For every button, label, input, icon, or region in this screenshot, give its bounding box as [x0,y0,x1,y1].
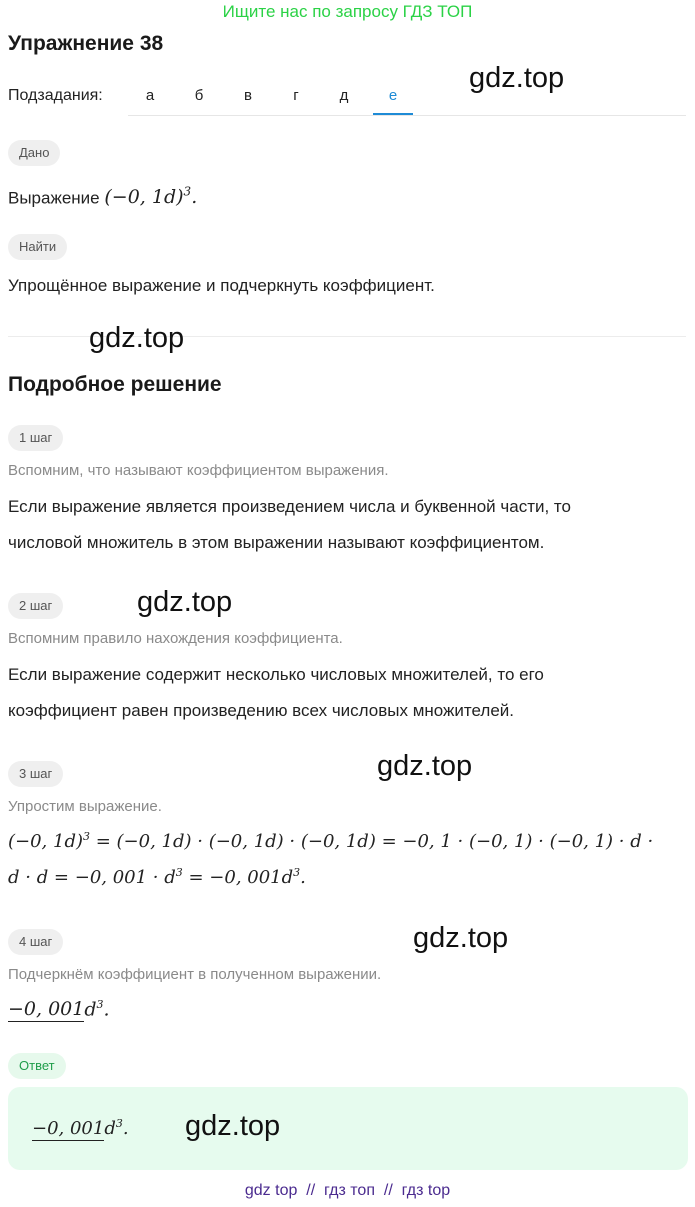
step-3-m2-exp2: 3 [293,866,301,879]
tab-d[interactable]: д [339,87,349,104]
step-1-line-2: числовой множитель в этом выражении называют коэффициентом. [8,533,545,552]
watermark: gdz.top [185,1110,281,1142]
answer-result [32,1117,129,1139]
find-badge: Найти [8,234,67,260]
watermark: gdz.top [413,922,509,954]
step-4-badge: 4 шаг [8,929,63,955]
step-3-hint: Упростим выражение. [8,798,162,815]
step-3-m1-rest: = (−0, 1d) · (−0, 1d) · (−0, 1d) = −0, 1 · (−0, 1) · (−0, 1) · d · [90,831,654,852]
step-4-hint: Подчеркнём коэффициент в полученном выражении. [8,966,382,983]
step-3-m2-a: d · d = −0, 001 · d [8,867,176,888]
answer-coefficient-underlined: −0, 001 [32,1118,105,1139]
watermark: gdz.top [137,586,233,618]
watermark: gdz.top [89,322,185,354]
answer-variable: d [104,1118,116,1139]
tab-e-active[interactable]: е [373,86,413,115]
solution-title: Подробное решение [8,373,222,396]
watermark: gdz.top [377,750,473,782]
answer-end: . [122,1118,129,1139]
step-3-m1-base: (−0, 1d) [8,831,83,852]
step-3-badge: 3 шаг [8,761,63,787]
tab-v[interactable]: в [244,87,252,104]
step-1-badge: 1 шаг [8,425,63,451]
step-1-hint: Вспомним, что называют коэффициентом выражения. [8,462,389,479]
step-2-line-1: Если выражение содержит несколько числовых множителей, то его [8,665,544,684]
footer-links[interactable]: gdz top // гдз топ // гдз top [244,1182,451,1199]
answer-badge: Ответ [8,1053,66,1079]
step-4-exp: 3 [96,998,104,1011]
find-text: Упрощённое выражение и подчеркнуть коэффициент. [8,276,435,295]
step-3-m2-end: . [300,867,306,888]
step-2-line-2: коэффициент равен произведению всех числовых множителей. [8,701,515,720]
step-3-m1-exp: 3 [83,830,90,843]
tab-a[interactable]: а [145,87,155,104]
step-4-coefficient-underlined: −0, 001 [8,998,85,1021]
given-label: Выражение [8,188,100,208]
step-3-math-line-1 [8,830,653,852]
step-3-m2-b: = −0, 001d [182,867,294,888]
given-expr-exp: 3 [183,185,192,199]
step-3-m2-exp1: 3 [175,866,183,879]
step-4-end: . [103,998,110,1021]
subtasks-label: Подзадания: [8,87,103,104]
tab-g[interactable]: г [293,87,299,104]
step-4-result [8,998,110,1020]
step-1-line-1: Если выражение является произведением числа и буквенной части, то [8,497,571,516]
given-expr-end: . [191,186,198,209]
promo-banner[interactable]: Ищите нас по запросу ГДЗ ТОП [222,2,473,21]
tab-b[interactable]: б [194,87,204,104]
page-title: Упражнение 38 [8,32,164,55]
step-2-badge: 2 шаг [8,593,63,619]
subtasks-tabs [128,80,686,116]
given-badge: Дано [8,140,60,166]
step-2-hint: Вспомним правило нахождения коэффициента. [8,630,343,647]
step-4-variable: d [84,998,97,1021]
given-text [8,174,197,216]
answer-exp: 3 [115,1117,123,1130]
given-expression [104,186,197,208]
given-expr-base: (−0, 1d) [104,186,184,209]
watermark: gdz.top [469,62,565,94]
step-3-math-line-2 [8,866,306,888]
